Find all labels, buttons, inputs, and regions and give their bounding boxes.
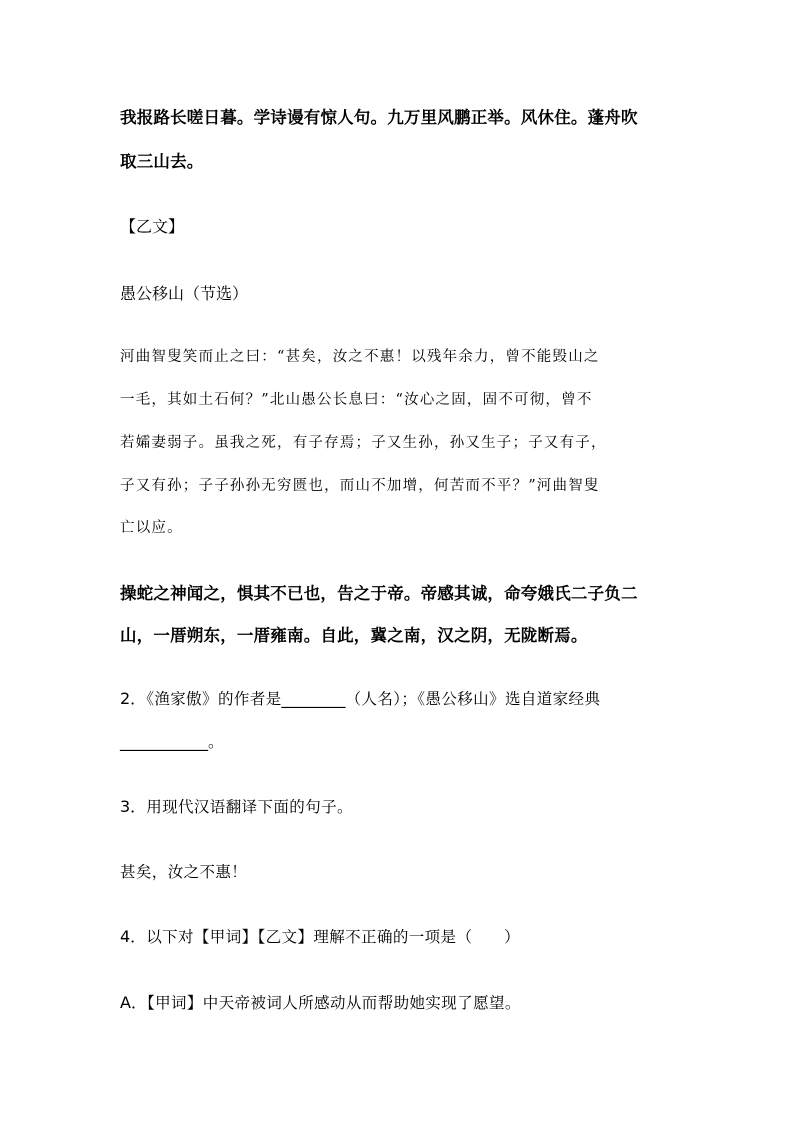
passage-para1-line-5: 亡以应。 xyxy=(120,520,183,536)
section-label-yi-wen: 【乙文】 xyxy=(120,217,185,236)
question-3 xyxy=(120,794,353,817)
question-4-number: 4． xyxy=(120,927,147,946)
question-3-number: 3． xyxy=(120,797,147,816)
question-2-number: 2． xyxy=(120,689,147,708)
passage-para1-line-4: 子又有孙；子子孙孙无穷匮也，而山不加增，何苦而不平？”河曲智叟 xyxy=(120,478,600,494)
question-2-blank-author[interactable]: ________ xyxy=(281,689,346,708)
question-3-sentence: 甚矣，汝之不惠！ xyxy=(120,863,248,881)
question-4-option-a[interactable] xyxy=(120,990,521,1013)
poem-line-2: 取三山去。 xyxy=(120,152,204,171)
question-2-blank-classic[interactable]: ___________ xyxy=(120,732,208,751)
passage-para2-line-2: 山，一厝朔东，一厝雍南。自此，冀之南，汉之阴，无陇断焉。 xyxy=(120,626,588,645)
passage-para1-line-2: 一毛，其如土石何？”北山愚公长息曰：“汝心之固，固不可彻，曾不 xyxy=(120,392,593,408)
question-4 xyxy=(120,924,520,947)
question-2-line-2 xyxy=(120,730,224,752)
question-2 xyxy=(120,686,600,709)
question-2-text-b: （人名）；《愚公移山》选自道家经典 xyxy=(345,690,601,708)
passage-title: 愚公移山（节选） xyxy=(120,284,249,303)
passage-para2-line-1: 操蛇之神闻之，惧其不已也，告之于帝。帝感其诚，命夸娥氏二子负二 xyxy=(120,584,638,603)
question-4-text: 以下对【甲词】【乙文】理解不正确的一项是（ ） xyxy=(146,928,521,946)
question-2-end: 。 xyxy=(208,733,224,751)
passage-para1-line-3: 若孀妻弱子。虽我之死，有子存焉；子又生孙，孙又生子；子又有子， xyxy=(120,435,607,451)
option-a-text: 【甲词】中天帝被词人所感动从而帮助她实现了愿望。 xyxy=(146,994,521,1012)
question-2-text-a: 《渔家傲》的作者是 xyxy=(146,690,282,708)
option-a-label: A． xyxy=(120,993,147,1012)
poem-line-1: 我报路长嗟日暮。学诗谩有惊人句。九万里风鹏正举。风休住。蓬舟吹 xyxy=(120,108,638,127)
passage-para1-line-1: 河曲智叟笑而止之曰：“甚矣，汝之不惠！以残年余力，曾不能毁山之 xyxy=(120,349,600,365)
question-3-text: 用现代汉语翻译下面的句子。 xyxy=(146,798,353,816)
